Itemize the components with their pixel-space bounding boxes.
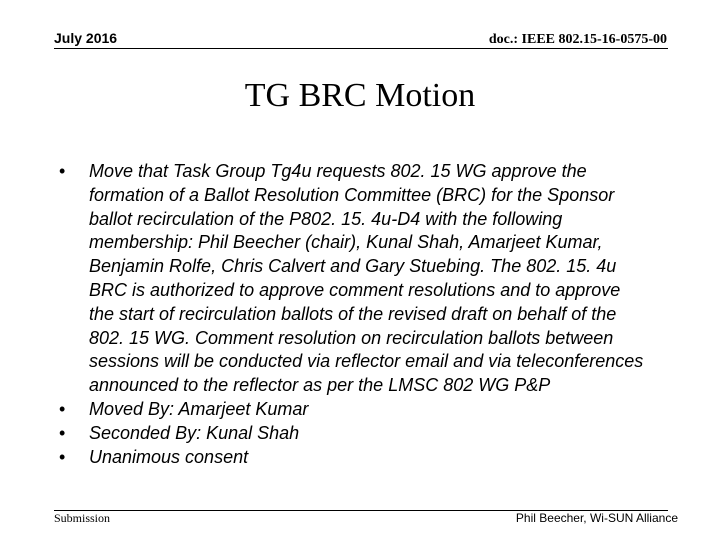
header-doc-id: doc.: IEEE 802.15-16-0575-00: [488, 32, 667, 47]
footer-submission: Submission: [54, 511, 111, 525]
bullet-moved-by: • Moved By: Amarjeet Kumar: [56, 398, 646, 422]
bullet-motion-text: • Move that Task Group Tg4u requests 802. 15 WG approve the formation of a Ballot Resolution Committee (BRC) for the Sponsor ballot recirculation of the P802. 15. 4u-D4 with the following membership: Phil Beecher (chair), Kunal Shah, Amarjeet Kumar, Benjamin Rolfe, Chris Calvert and Gary Stuebing. The 802. 15. 4u BRC is authorized to approve comment resolutions and to approve the start of recirculation ballots of the revised draft on behalf of the 802. 15 WG. Comment resolution on recirculation ballots between sessions will be conducted via reflector email and via teleconferences announced to the reflector as per the LMSC 802 WG P&P: [56, 160, 646, 398]
header-divider: [54, 48, 668, 49]
bullet-result: • Unanimous consent: [56, 446, 646, 470]
slide-title: TG BRC Motion: [244, 77, 476, 114]
header-date: July 2016: [54, 30, 118, 46]
bullet-list: [56, 160, 646, 469]
footer-author: Phil Beecher, Wi-SUN Alliance: [515, 511, 678, 525]
bullet-seconded-by: • Seconded By: Kunal Shah: [56, 422, 646, 446]
